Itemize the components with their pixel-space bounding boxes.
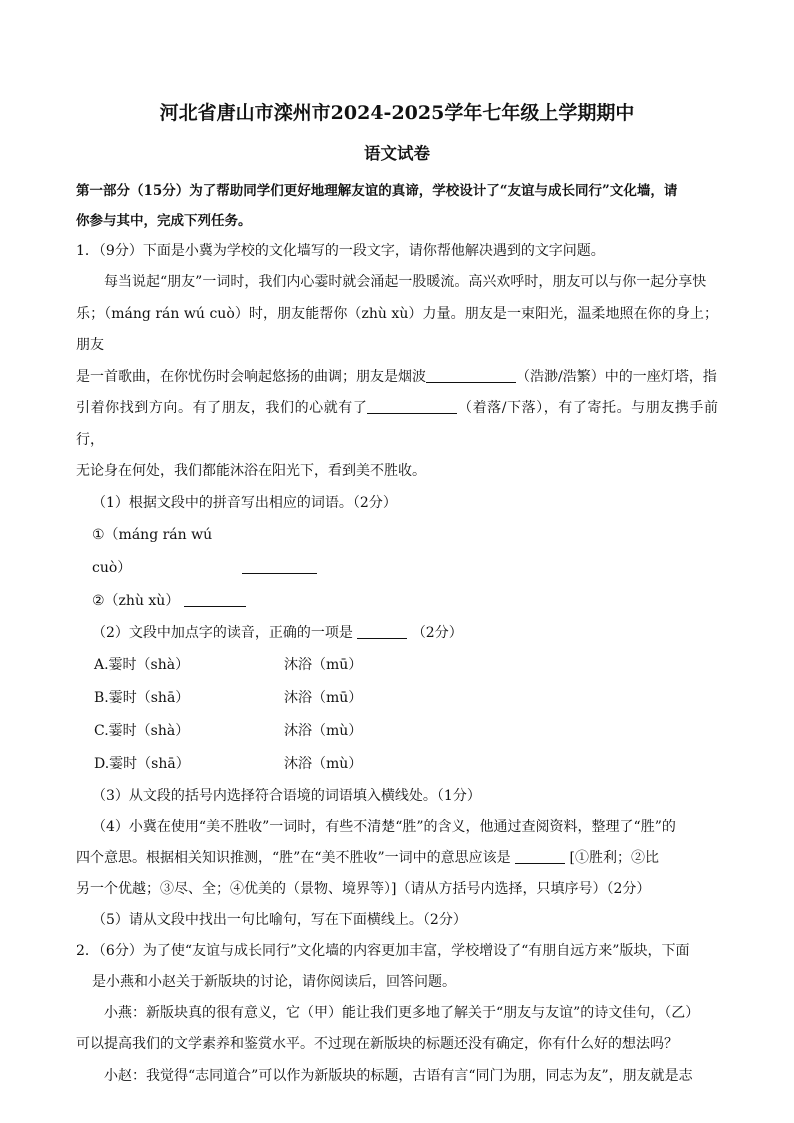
option-b-right: 沐浴（mū）: [284, 689, 363, 706]
answer-blank-1[interactable]: [242, 559, 317, 574]
subquestion-4-line1: （4）小冀在使用“美不胜收”一词时，有些不清楚“胜”的含义，他通过查阅资料，整理了“胜”的: [92, 818, 676, 835]
exam-subtitle: 语文试卷: [364, 144, 430, 163]
passage-line-4-b: （着落/下落），有了寄托。与朋友携手前行，: [76, 400, 719, 448]
subquestion-4-line2-a: 四个意思。根据相关知识推测，“胜”在“美不胜收”一词中的意思应该是: [76, 849, 511, 866]
subquestion-4-line2: [76, 843, 718, 874]
option-a-right: 沐浴（mū）: [284, 656, 363, 673]
answer-blank-sheng[interactable]: [515, 849, 565, 864]
subquestion-4: [76, 812, 718, 905]
choice-options: [76, 649, 718, 781]
fill-row-1: [76, 519, 718, 585]
answer-blank-zhuoluo[interactable]: [367, 399, 457, 414]
option-b-left: B.霎时（shā）: [94, 689, 190, 706]
subquestion-1: （1）根据文段中的拼音写出相应的词语。（2分）: [92, 494, 397, 511]
option-c-left: C.霎时（shà）: [94, 722, 190, 739]
passage-line-2: 乐；（máng rán wú cuò）时，朋友能帮你（zhù xù）力量。朋友是一束阳光，温柔地照在你的身上；朋友: [76, 305, 718, 353]
answer-blank-choice[interactable]: [357, 624, 407, 639]
subquestion-3: （3）从文段的括号内选择符合语境的词语填入横线处。（1分）: [92, 787, 481, 804]
dialogue-xiaoyan-line2: 可以提高我们的文学素养和鉴赏水平。不过现在新版块的标题还没有确定，你有什么好的想法吗？: [76, 1036, 678, 1052]
question-1-stem: 1．（9分）下面是小冀为学校的文化墙写的一段文字，请你帮他解决遇到的文字问题。: [76, 243, 605, 259]
passage-line-1: 每当说起“朋友”一词时，我们内心霎时就会涌起一股暖流。高兴欢呼时，朋友可以与你一起分享快: [104, 274, 707, 290]
option-c-right: 沐浴（mù）: [284, 722, 363, 739]
fill-row-2-label: ②（zhù xù）: [92, 592, 180, 609]
question-2-stem-line2: 是小燕和小赵关于新版块的讨论，请你阅读后，回答问题。: [92, 973, 456, 990]
fill-row-1-label: ①（máng rán wú cuò）: [92, 526, 213, 576]
dialogue-xiaozhao-line1: 小赵：我觉得“志同道合”可以作为新版块的标题，古语有言“同门为朋，同志为友”，朋友就是志: [104, 1067, 693, 1084]
option-b[interactable]: [76, 682, 718, 715]
subquestion-2: [76, 618, 718, 649]
option-d-right: 沐浴（mù）: [284, 755, 363, 772]
subquestion-5: （5）请从文段中找出一句比喻句，写在下面横线上。（2分）: [92, 911, 467, 928]
subquestion-4-line3: 另一个优越；③尽、全；④优美的（景物、境界等）]（请从方括号内选择，只填序号）（2分）: [76, 880, 651, 897]
option-d-left: D.霎时（shā）: [94, 755, 190, 772]
question-2-stem-line1: 2．（6分）为了使“友谊与成长同行”文化墙的内容更加丰富，学校增设了“有朋自远方来”版块，下面: [76, 942, 690, 959]
passage-line-4: [76, 393, 718, 456]
subquestion-2-score: （2分）: [411, 624, 463, 641]
section-intro-line1: 第一部分（15分）为了帮助同学们更好地理解友谊的真谛，学校设计了“友谊与成长同行”文化墙，请: [76, 183, 678, 199]
passage-line-3: [76, 362, 718, 394]
answer-blank-2[interactable]: [184, 592, 246, 607]
passage-line-3-b: （浩渺/浩繁）中的一座灯塔，指: [516, 368, 717, 385]
subquestion-2-text: （2）文段中加点字的读音，正确的一项是: [92, 624, 353, 641]
option-c[interactable]: [76, 715, 718, 748]
passage-line-3-a: 是一首歌曲，在你忧伤时会响起悠扬的曲调；朋友是烟波: [76, 368, 426, 385]
fill-row-2: [76, 585, 718, 618]
subquestion-4-line2-b: [①胜利；②比: [569, 849, 660, 866]
passage-line-5: 无论身在何处，我们都能沐浴在阳光下，看到美不胜收。: [76, 463, 426, 479]
option-a[interactable]: [76, 649, 718, 682]
passage-line-4-a: 引着你找到方向。有了朋友，我们的心就有了: [76, 400, 368, 416]
exam-title: 河北省唐山市滦州市2024-2025学年七年级上学期期中: [159, 102, 635, 124]
option-a-left: A.霎时（shà）: [94, 656, 190, 673]
question-1-passage: [76, 267, 718, 488]
option-d[interactable]: [76, 748, 718, 781]
answer-blank-haomiao[interactable]: [426, 368, 516, 383]
section-intro-line2: 你参与其中，完成下列任务。: [76, 213, 252, 229]
dialogue-xiaoyan-line1: 小燕：新版块真的很有意义，它（甲）能让我们更多地了解关于“朋友与友谊”的诗文佳句，（乙）: [104, 1004, 700, 1021]
